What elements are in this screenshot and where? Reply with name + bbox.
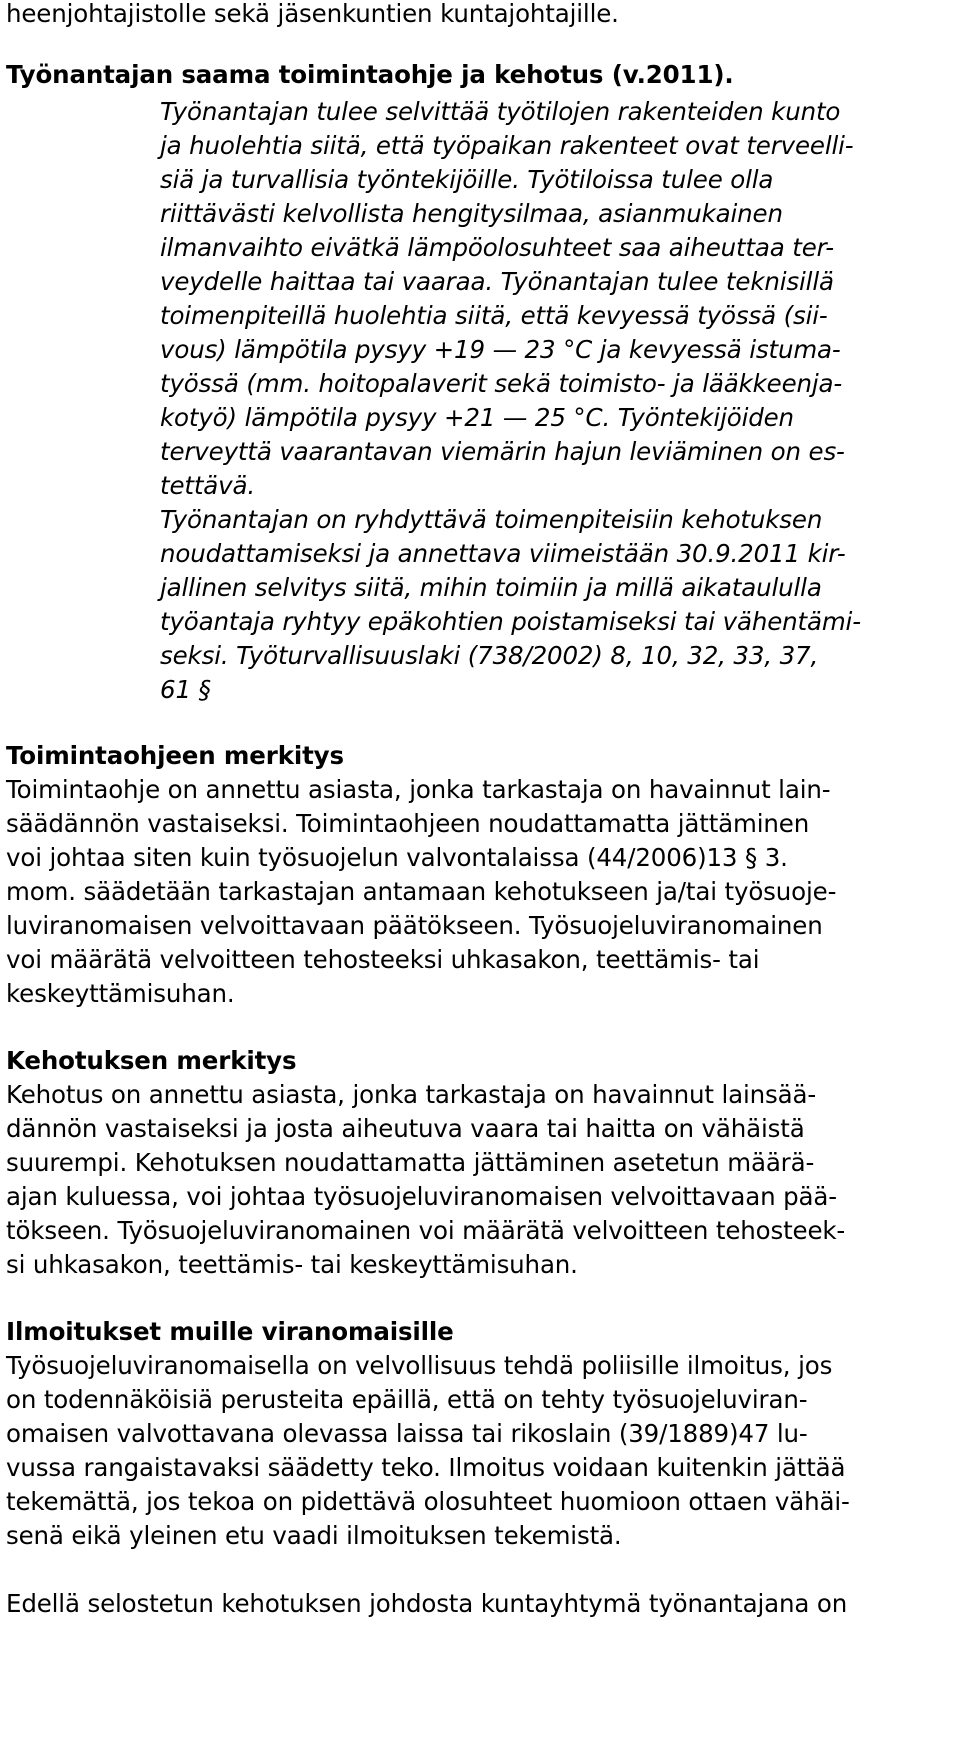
section-heading-reports: Ilmoitukset muille viranomaisille	[6, 1317, 454, 1346]
paragraph-line: Työsuojeluviranomaisella on velvollisuus tehdä poliisille ilmoitus, jos	[6, 1351, 833, 1380]
notice-line: työssä (mm. hoitopalaverit sekä toimisto- ja lääkkeenja-	[160, 369, 843, 398]
paragraph-line: tekemättä, jos tekoa on pidettävä olosuhteet huomioon ottaen vähäi-	[6, 1487, 850, 1516]
notice-heading: Työnantajan saama toimintaohje ja kehotus (v.2011).	[6, 60, 734, 89]
notice-line: tettävä.	[160, 471, 256, 500]
paragraph-line: voi johtaa siten kuin työsuojelun valvontalaissa (44/2006)13 § 3.	[6, 843, 788, 872]
paragraph-line: omaisen valvottavana olevassa laissa tai rikoslain (39/1889)47 lu-	[6, 1419, 808, 1448]
paragraph-line: si uhkasakon, teettämis- tai keskeyttämisuhan.	[6, 1250, 578, 1279]
intro-text: heenjohtajistolle sekä jäsenkuntien kuntajohtajille.	[6, 0, 619, 28]
notice-line: työantaja ryhtyy epäkohtien poistamiseksi tai vähentämi-	[160, 607, 861, 636]
paragraph-line: vussa rangaistavaksi säädetty teko. Ilmoitus voidaan kuitenkin jättää	[6, 1453, 846, 1482]
notice-line: ilmanvaihto eivätkä lämpöolosuhteet saa aiheuttaa ter-	[160, 233, 834, 262]
notice-line: Työnantajan on ryhdyttävä toimenpiteisiin kehotuksen	[160, 505, 823, 534]
notice-line: Työnantajan tulee selvittää työtilojen rakenteiden kunto	[160, 97, 841, 126]
paragraph-line: säädännön vastaiseksi. Toimintaohjeen noudattamatta jättäminen	[6, 809, 810, 838]
closing-text: Edellä selostetun kehotuksen johdosta kuntayhtymä työnantajana on	[6, 1589, 848, 1618]
paragraph-line: on todennäköisiä perusteita epäillä, että on tehty työsuojeluviran-	[6, 1385, 808, 1414]
notice-line: terveyttä vaarantavan viemärin hajun leviäminen on es-	[160, 437, 845, 466]
notice-line: seksi. Työturvallisuuslaki (738/2002) 8, 10, 32, 33, 37,	[160, 641, 819, 670]
notice-line: ja huolehtia siitä, että työpaikan rakenteet ovat terveelli-	[160, 131, 854, 160]
notice-line: jallinen selvitys siitä, mihin toimiin ja millä aikataululla	[160, 573, 822, 602]
notice-line: vous) lämpötila pysyy +19 — 23 °C ja kevyessä istuma-	[160, 335, 841, 364]
notice-line: riittävästi kelvollista hengitysilmaa, asianmukainen	[160, 199, 783, 228]
notice-line: 61 §	[160, 675, 211, 704]
paragraph-line: Toimintaohje on annettu asiasta, jonka tarkastaja on havainnut lain-	[6, 775, 831, 804]
notice-line: toimenpiteillä huolehtia siitä, että kevyessä työssä (sii-	[160, 301, 828, 330]
section-heading-guideline: Toimintaohjeen merkitys	[6, 741, 344, 770]
paragraph-line: luviranomaisen velvoittavaan päätökseen. Työsuojeluviranomainen	[6, 911, 823, 940]
paragraph-line: ajan kuluessa, voi johtaa työsuojeluviranomaisen velvoittavaan pää-	[6, 1182, 837, 1211]
paragraph-line: voi määrätä velvoitteen tehosteeksi uhkasakon, teettämis- tai	[6, 945, 760, 974]
paragraph-line: suurempi. Kehotuksen noudattamatta jättäminen asetetun määrä-	[6, 1148, 815, 1177]
paragraph-line: dännön vastaiseksi ja josta aiheutuva vaara tai haitta on vähäistä	[6, 1114, 805, 1143]
paragraph-line: Kehotus on annettu asiasta, jonka tarkastaja on havainnut lainsää-	[6, 1080, 817, 1109]
section-heading-request: Kehotuksen merkitys	[6, 1046, 297, 1075]
notice-line: noudattamiseksi ja annettava viimeistään 30.9.2011 kir-	[160, 539, 846, 568]
notice-line: kotyö) lämpötila pysyy +21 — 25 °C. Työntekijöiden	[160, 403, 794, 432]
paragraph-line: keskeyttämisuhan.	[6, 979, 235, 1008]
paragraph-line: tökseen. Työsuojeluviranomainen voi määrätä velvoitteen tehosteek-	[6, 1216, 846, 1245]
paragraph-line: senä eikä yleinen etu vaadi ilmoituksen tekemistä.	[6, 1521, 622, 1550]
notice-line: siä ja turvallisia työntekijöille. Työtiloissa tulee olla	[160, 165, 774, 194]
paragraph-line: mom. säädetään tarkastajan antamaan kehotukseen ja/tai työsuoje-	[6, 877, 837, 906]
notice-line: veydelle haittaa tai vaaraa. Työnantajan tulee teknisillä	[160, 267, 834, 296]
